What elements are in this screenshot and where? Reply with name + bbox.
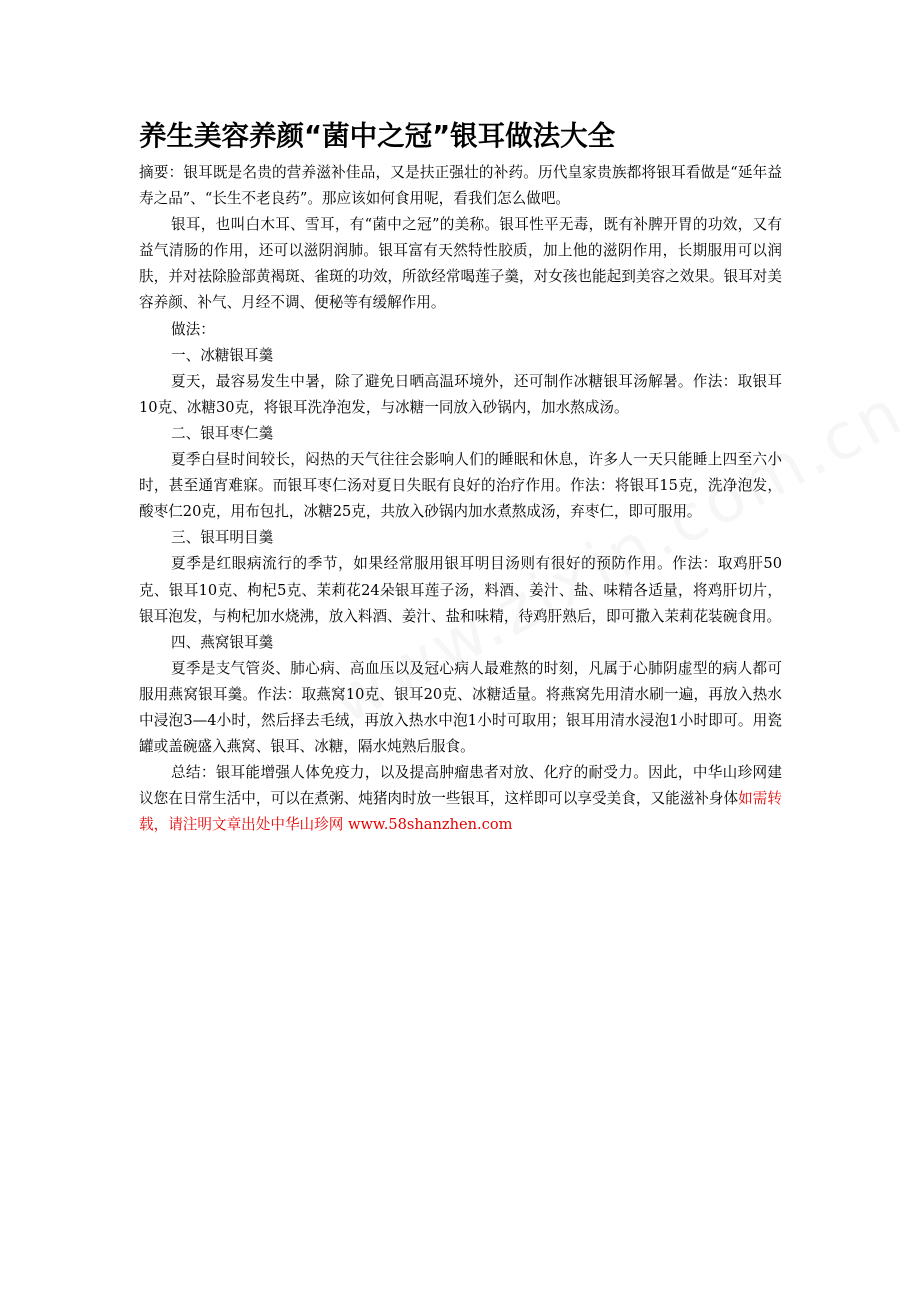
page-title: 养生美容养颜“菌中之冠”银耳做法大全 xyxy=(139,120,616,152)
method-label: 做法： xyxy=(171,320,215,338)
conclusion-text: 总结：银耳能增强人体免疫力，以及提高肿瘤患者对放、化疗的耐受力。因此，中华山珍网建议您在日常生活中，可以在煮粥、炖猪肉时放一些银耳，这样即可以享受美食，又能滋补身体 xyxy=(139,764,782,808)
section-body: 夏季是支气管炎、肺心病、高血压以及冠心病人最难熬的时刻，凡属于心肺阴虚型的病人都可服用燕窝银耳羹。作法：取燕窝10克、银耳20克、冰糖适量。将燕窝先用清水刷一遍，再放入热水中浸泡3—4小时，然后择去毛绒，再放入热水中泡1小时可取用；银耳用清水浸泡1小时即可。用瓷罐或盖碗盛入燕窝、银耳、冰糖，隔水炖熟后服食。 xyxy=(139,659,782,756)
reprint-notice: 如需转载，请注明文章出处中华山珍网 www.58shanzhen.com xyxy=(139,790,782,834)
section-heading: 三、银耳明目羹 xyxy=(171,529,274,547)
section-heading: 四、燕窝银耳羹 xyxy=(171,633,274,651)
section-heading: 二、银耳枣仁羹 xyxy=(171,424,274,442)
section-body: 夏季白昼时间较长，闷热的天气往往会影响人们的睡眠和休息，许多人一天只能睡上四至六小时，甚至通宵难寐。而银耳枣仁汤对夏日失眠有良好的治疗作用。作法：将银耳15克，洗净泡发，酸枣仁20克，用布包扎，冰糖25克，共放入砂锅内加水煮熬成汤，弃枣仁，即可服用。 xyxy=(139,451,782,521)
section-body: 夏季是红眼病流行的季节，如果经常服用银耳明目汤则有很好的预防作用。作法：取鸡肝50克、银耳10克、枸杞5克、茉莉花24朵银耳莲子汤，料酒、姜汁、盐、味精各适量，将鸡肝切片，银耳泡发，与枸杞加水烧沸，放入料酒、姜汁、盐和味精，待鸡肝熟后，即可撒入茉莉花装碗食用。 xyxy=(139,555,782,625)
section-body: 夏天，最容易发生中暑，除了避免日晒高温环境外，还可制作冰糖银耳汤解暑。作法：取银耳10克、冰糖30克，将银耳洗净泡发，与冰糖一同放入砂锅内，加水熬成汤。 xyxy=(139,372,782,416)
section-heading: 一、冰糖银耳羹 xyxy=(171,346,274,364)
document-page xyxy=(139,112,782,838)
summary-paragraph: 摘要：银耳既是名贵的营养滋补佳品，又是扶正强壮的补药。历代皇家贵族都将银耳看做是“延年益寿之品”、“长生不老良药”。那应该如何食用呢，看我们怎么做吧。 xyxy=(139,164,782,208)
conclusion-paragraph xyxy=(139,760,782,838)
intro-paragraph: 银耳，也叫白木耳、雪耳，有“菌中之冠”的美称。银耳性平无毒，既有补脾开胃的功效，又有益气清肠的作用，还可以滋阴润肺。银耳富有天然特性胶质，加上他的滋阴作用，长期服用可以润肤，并对祛除脸部黄褐斑、雀斑的功效，所欲经常喝莲子羹，对女孩也能起到美容之效果。银耳对美容养颜、补气、月经不调、便秘等有缓解作用。 xyxy=(139,216,782,312)
